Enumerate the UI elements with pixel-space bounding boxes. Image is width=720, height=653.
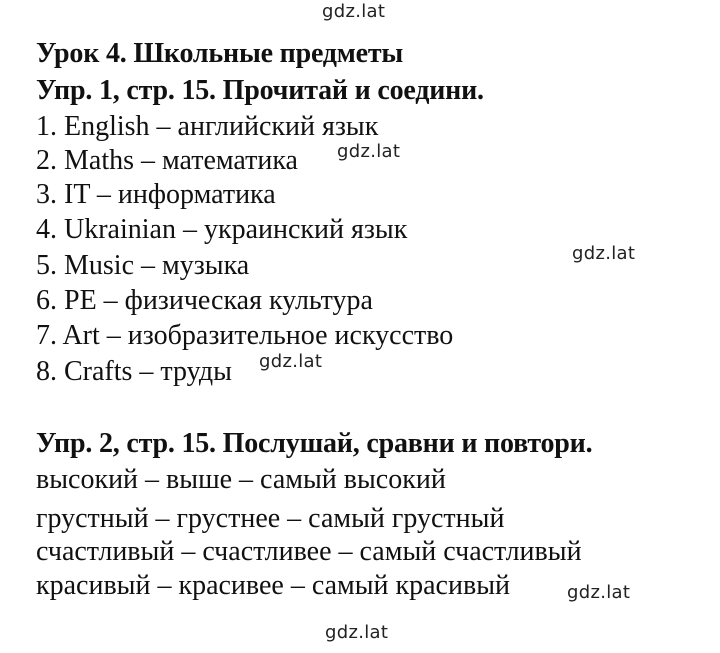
exercise-2-line: красивый – красивее – самый красивый — [36, 570, 510, 601]
watermark: gdz.lat — [259, 351, 323, 372]
exercise-1-item: 6. PE – физическая культура — [36, 285, 373, 316]
watermark: gdz.lat — [322, 1, 386, 22]
exercise-2-line: высокий – выше – самый высокий — [36, 464, 446, 495]
watermark: gdz.lat — [572, 243, 636, 264]
watermark: gdz.lat — [567, 582, 631, 603]
watermark: gdz.lat — [325, 622, 389, 643]
exercise-2-line: грустный – грустнее – самый грустный — [36, 503, 505, 534]
exercise-1-item: 7. Art – изобразительное искусство — [36, 320, 454, 351]
watermark: gdz.lat — [337, 141, 401, 162]
exercise-1-heading: Упр. 1, стр. 15. Прочитай и соедини. — [36, 75, 484, 106]
exercise-1-item: 2. Maths – математика — [36, 145, 298, 176]
exercise-1-item: 4. Ukrainian – украинский язык — [36, 214, 408, 245]
exercise-2-line: счастливый – счастливее – самый счастливый — [36, 536, 582, 567]
exercise-1-item: 3. IT – информатика — [36, 179, 276, 210]
exercise-1-item: 8. Crafts – труды — [36, 356, 232, 387]
exercise-1-item: 1. English – английский язык — [36, 111, 379, 142]
exercise-2-heading: Упр. 2, стр. 15. Послушай, сравни и повтори. — [36, 428, 593, 459]
lesson-title: Урок 4. Школьные предметы — [36, 38, 404, 69]
exercise-1-item: 5. Music – музыка — [36, 250, 250, 281]
